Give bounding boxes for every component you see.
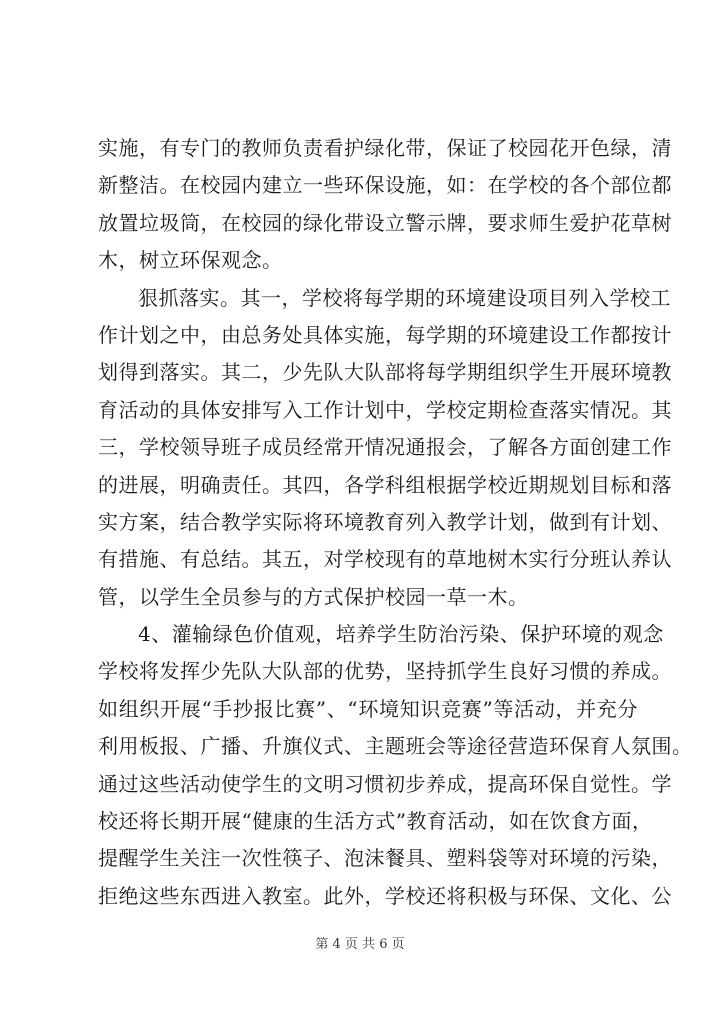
- section-heading: 4、灌输绿色价值观，培养学生防治污染、保护环境的观念: [138, 622, 664, 647]
- text-line: 管，以学生全员参与的方式保护校园一草一木。: [98, 584, 529, 609]
- text-line: 放置垃圾筒，在校园的绿化带设立警示牌，要求师生爱护花草树: [98, 210, 672, 235]
- text-line: 木，树立环保观念。: [98, 248, 283, 273]
- text-line: 通过这些活动使学生的文明习惯初步养成，提高环保自觉性。学: [98, 771, 672, 796]
- text-line: 利用板报、广播、升旗仪式、主题班会等途径营造环保育人氛围。: [98, 734, 693, 759]
- text-line: 有措施、有总结。其五，对学校现有的草地树木实行分班认养认: [98, 547, 672, 572]
- text-line: 拒绝这些东西进入教室。此外，学校还将积极与环保、文化、公: [98, 883, 672, 908]
- text-line: 提醒学生关注一次性筷子、泡沫餐具、塑料袋等对环境的污染，: [98, 846, 672, 871]
- text-line: 育活动的具体安排写入工作计划中，学校定期检查落实情况。其: [98, 397, 672, 422]
- text-line: 三，学校领导班子成员经常开情况通报会，了解各方面创建工作: [98, 435, 672, 460]
- text-line: 校还将长期开展“健康的生活方式”教育活动，如在饮食方面，: [98, 809, 653, 834]
- text-line: 学校将发挥少先队大队部的优势，坚持抓学生良好习惯的养成。: [98, 659, 672, 684]
- text-line: 如组织开展“手抄报比赛”、“环境知识竞赛”等活动，并充分: [98, 696, 638, 721]
- text-line: 划得到落实。其二，少先队大队部将每学期组织学生开展环境教: [98, 360, 672, 385]
- text-line: 实方案，结合教学实际将环境教育列入教学计划，做到有计划、: [98, 509, 672, 534]
- text-line: 的进展，明确责任。其四，各学科组根据学校近期规划目标和落: [98, 472, 672, 497]
- paragraph-first-line: 狠抓落实。其一，学校将每学期的环境建设项目列入学校工: [138, 285, 671, 310]
- text-line: 作计划之中，由总务处具体实施，每学期的环境建设工作都按计: [98, 322, 672, 347]
- body-text: [98, 130, 693, 915]
- text-line: 新整洁。在校园内建立一些环保设施，如：在学校的各个部位都: [98, 173, 672, 198]
- page-number-footer: 第 4 页 共 6 页: [315, 937, 405, 952]
- text-line: 实施，有专门的教师负责看护绿化带，保证了校园花开色绿，清: [98, 136, 672, 160]
